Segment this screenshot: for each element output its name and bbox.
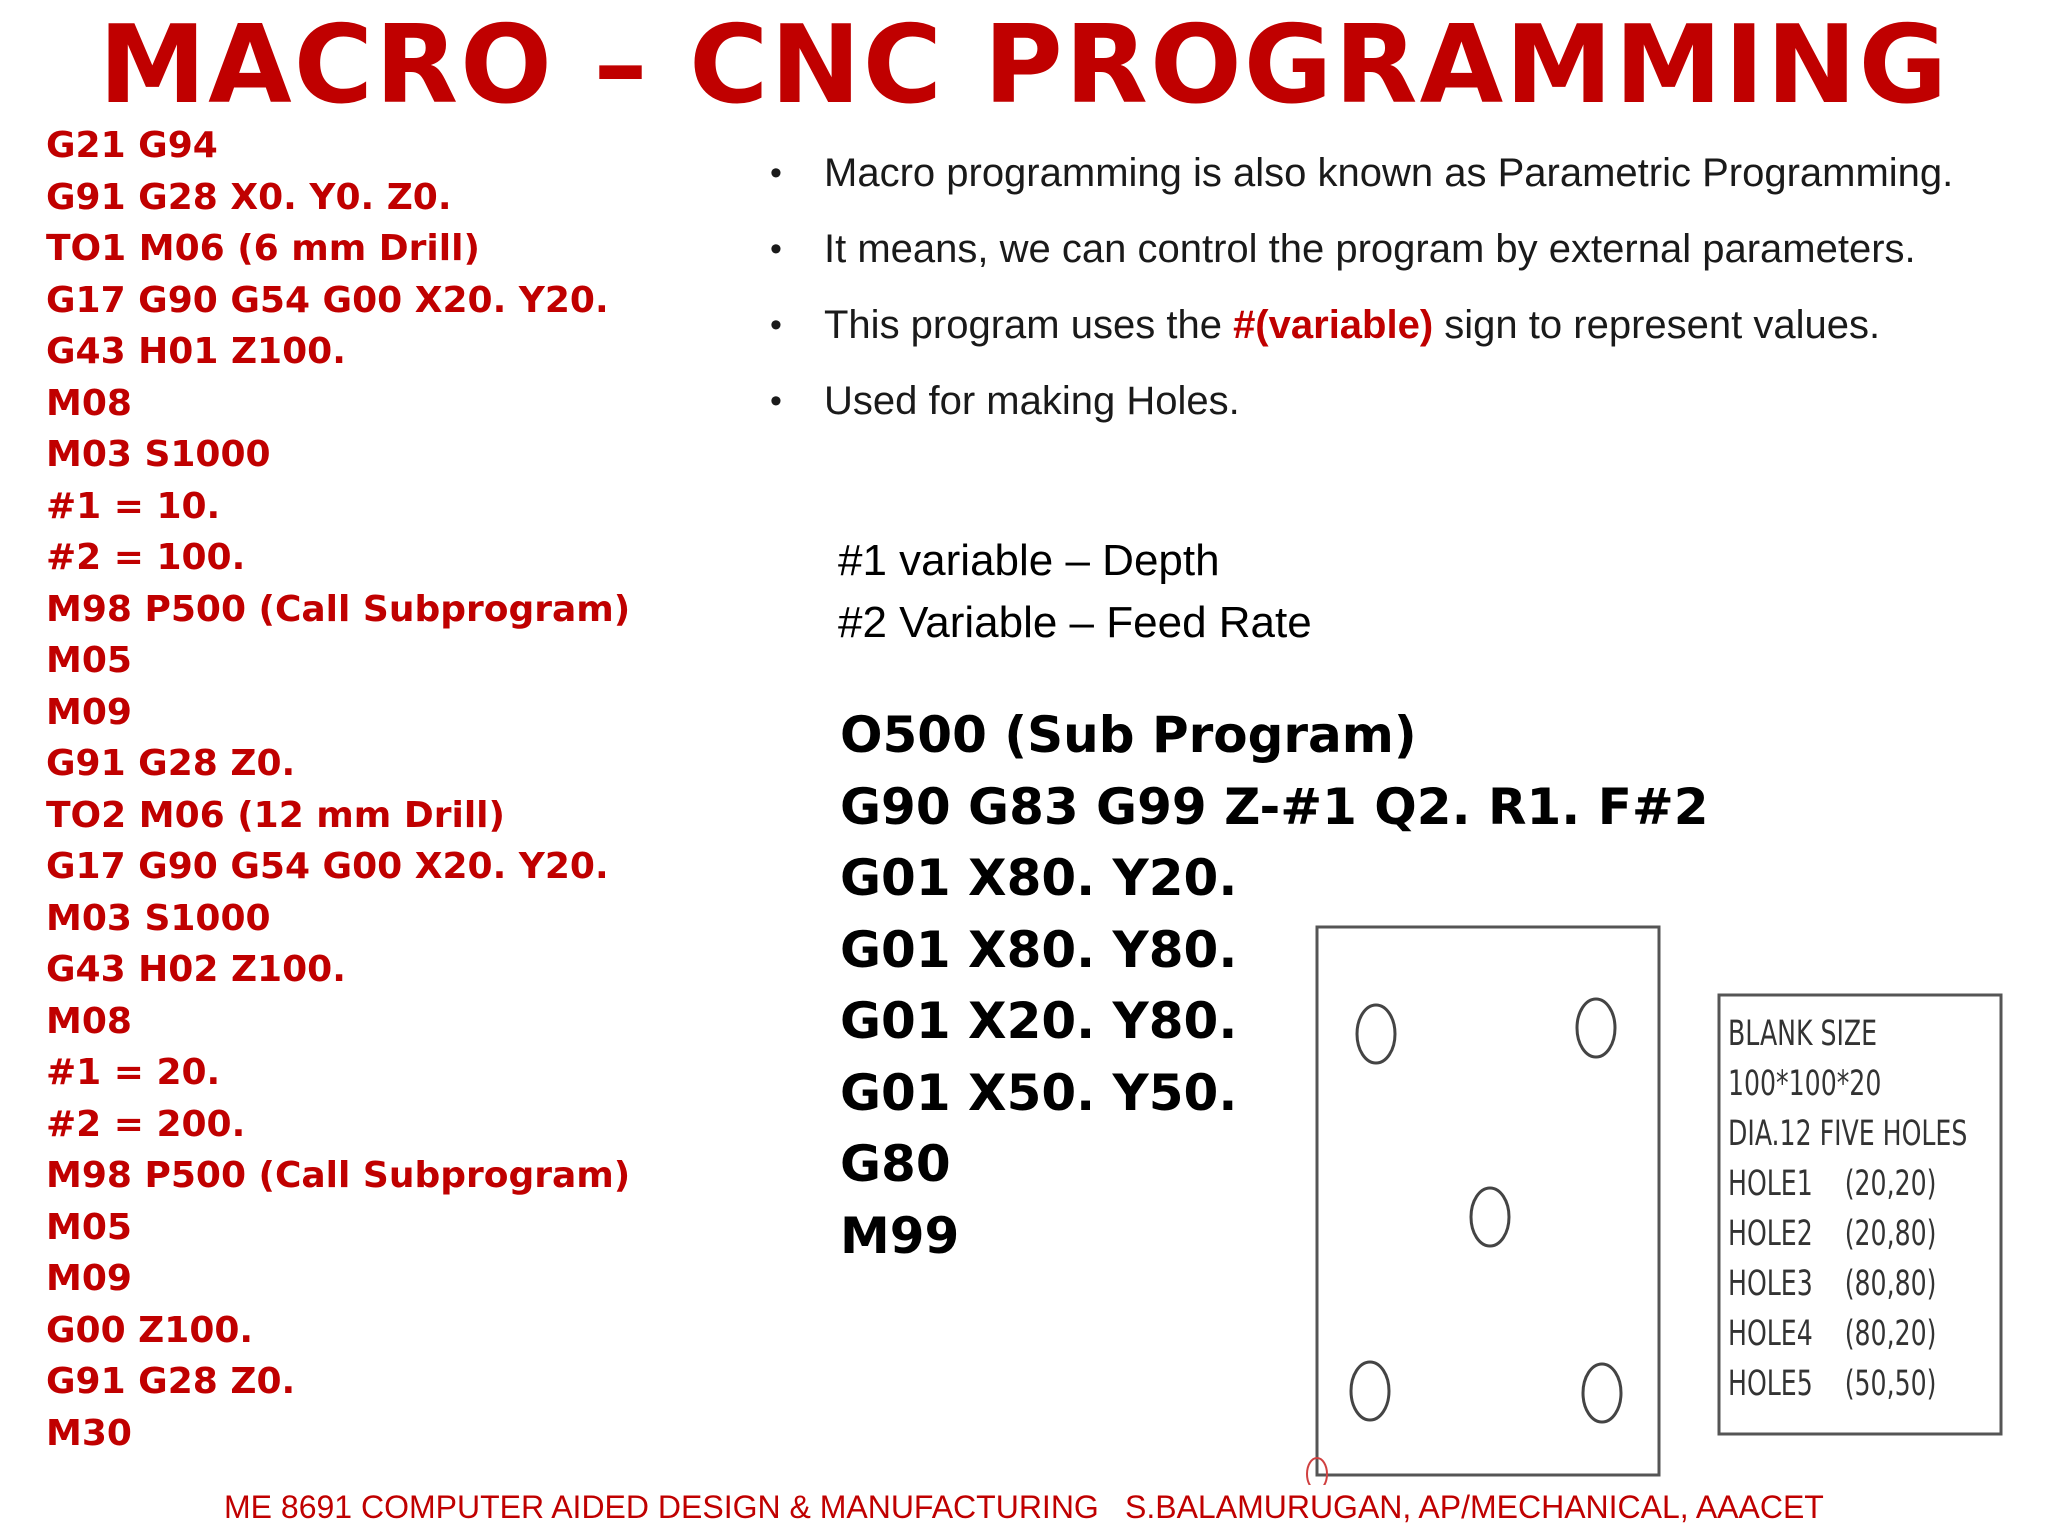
code-line: #1 = 20.: [46, 1052, 221, 1093]
code-line: M98 P500 (Call Subprogram): [46, 1155, 631, 1196]
code-line: #1 = 10.: [46, 485, 221, 527]
workpiece-drawing: [1300, 915, 2020, 1485]
bullet-item: [770, 378, 2020, 424]
blank-info-line: DIA.12 FIVE HOLES: [1728, 1114, 1968, 1154]
code-line: G21 G94: [46, 125, 218, 166]
footer-course: ME 8691 COMPUTER AIDED DESIGN & MANUFACTURING: [224, 1489, 1099, 1525]
code-line: M09: [46, 691, 132, 733]
sub-code-line: G80: [840, 1135, 951, 1193]
variable-definitions: [838, 530, 1312, 654]
code-line: M03 S1000: [46, 434, 271, 475]
bullet-text: This program uses the: [824, 303, 1234, 347]
footer-author: S.BALAMURUGAN, AP/MECHANICAL, AAACET: [1125, 1489, 1824, 1525]
sub-code-line: M99: [840, 1206, 960, 1265]
sub-code-line: O500 (Sub Program): [840, 706, 1417, 764]
bullet-text: It means, we can control the program by external parameters.: [824, 227, 1916, 271]
bullet-item: [770, 150, 2020, 196]
code-line: G17 G90 G54 G00 X20. Y20.: [46, 846, 609, 887]
code-line: G91 G28 Z0.: [46, 1361, 296, 1402]
blank-info-line: HOLE3 (80,80): [1728, 1264, 1937, 1304]
bullet-dot-icon: •: [770, 230, 782, 268]
bullet-text: sign to represent values.: [1433, 303, 1881, 347]
code-line: TO1 M06 (6 mm Drill): [46, 228, 480, 269]
sub-code-line: G01 X80. Y20.: [840, 849, 1238, 907]
code-line: #2 = 200.: [46, 1103, 246, 1145]
sub-code-line: G01 X50. Y50.: [840, 1063, 1238, 1122]
bullet-list: [770, 150, 2020, 454]
bullet-text: Used for making Holes.: [824, 379, 1240, 423]
code-line: M05: [46, 640, 132, 681]
bullet-dot-icon: •: [770, 306, 782, 344]
bullet-item: [770, 226, 2020, 272]
bullet-item: [770, 302, 2020, 348]
sub-code-line: G01 X20. Y80.: [840, 992, 1238, 1050]
code-line: G91 G28 X0. Y0. Z0.: [46, 176, 452, 218]
code-line: TO2 M06 (12 mm Drill): [46, 794, 505, 836]
code-line: M08: [46, 1000, 132, 1042]
code-line: #2 = 100.: [46, 537, 246, 578]
code-line: M03 S1000: [46, 897, 271, 939]
bullet-text: Macro programming is also known as Parametric Programming.: [824, 151, 1954, 195]
code-line: M05: [46, 1206, 132, 1248]
code-line: G43 H02 Z100.: [46, 949, 346, 990]
code-line: G91 G28 Z0.: [46, 743, 296, 784]
bullet-dot-icon: •: [770, 382, 782, 420]
variable-highlight: #(variable): [1233, 303, 1434, 347]
sub-code-line: G90 G83 G99 Z-#1 Q2. R1. F#2: [840, 777, 1709, 836]
blank-info-line: 100*100*20: [1728, 1064, 1882, 1104]
code-line: G00 Z100.: [46, 1309, 254, 1351]
code-line: M08: [46, 382, 132, 424]
code-line: G43 H01 Z100.: [46, 331, 346, 372]
code-line: M30: [46, 1412, 132, 1454]
blank-info-line: HOLE5 (50,50): [1728, 1364, 1937, 1404]
blank-info-line: HOLE2 (20,80): [1728, 1214, 1937, 1254]
blank-info-line: HOLE4 (80,20): [1728, 1314, 1937, 1354]
blank-info-line: HOLE1 (20,20): [1728, 1164, 1937, 1204]
bullet-dot-icon: •: [770, 154, 782, 192]
sub-code-line: G01 X80. Y80.: [840, 920, 1238, 979]
variable-line: #2 Variable – Feed Rate: [838, 598, 1312, 647]
code-line: G17 G90 G54 G00 X20. Y20.: [46, 279, 609, 321]
variable-line: #1 variable – Depth: [838, 536, 1220, 585]
code-line: M09: [46, 1258, 132, 1299]
page-title: MACRO – CNC PROGRAMMING: [98, 3, 1950, 128]
blank-info-line: BLANK SIZE: [1728, 1014, 1878, 1054]
main-program-code: [46, 120, 630, 1459]
code-line: M98 P500 (Call Subprogram): [46, 588, 631, 630]
